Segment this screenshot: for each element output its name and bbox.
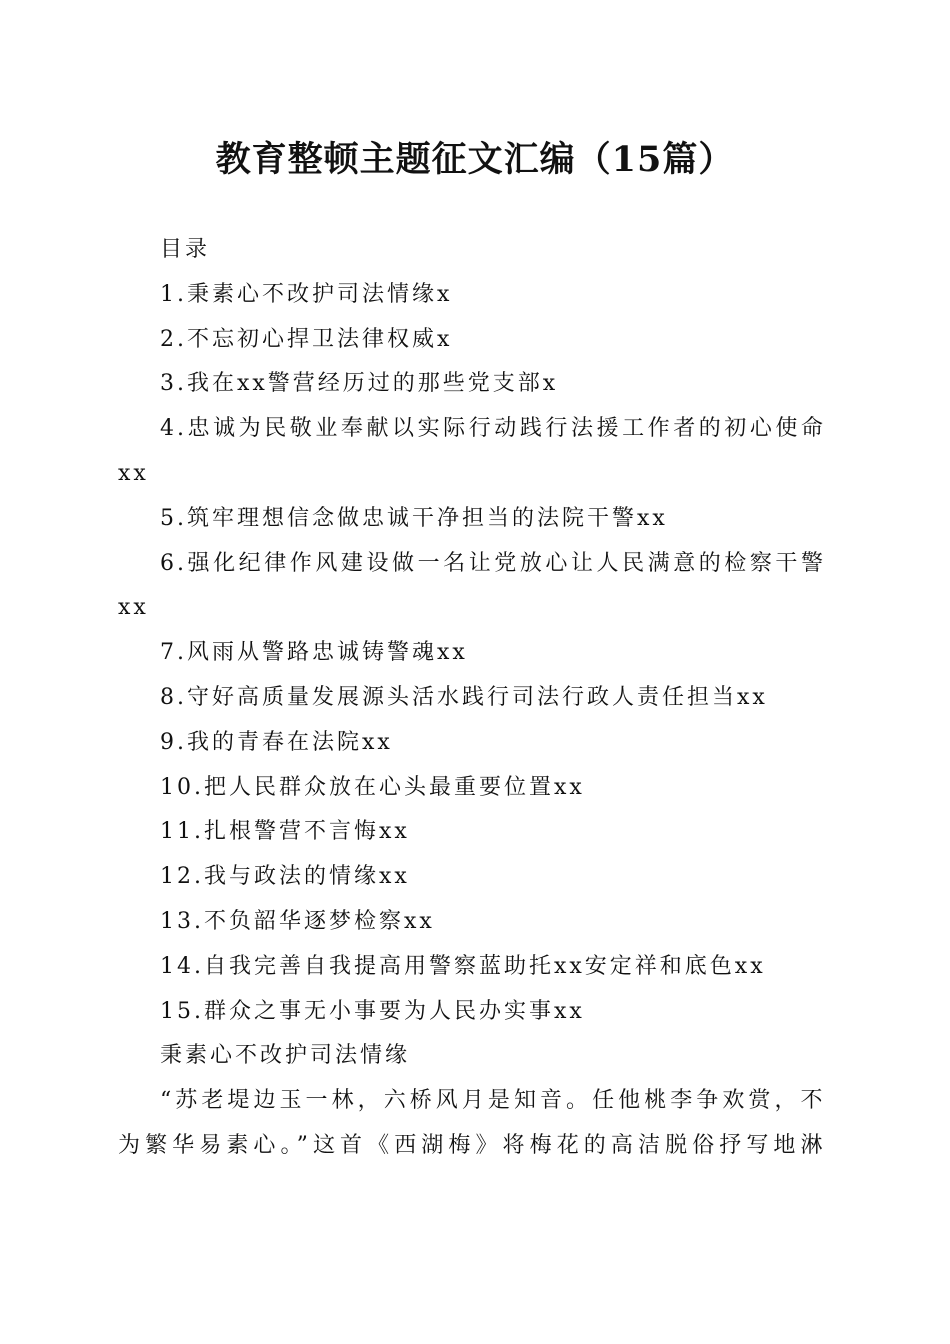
toc-item: 10.把人民群众放在心头最重要位置xx <box>160 774 585 800</box>
toc-item: 7.风雨从警路忠诚铸警魂xx <box>160 640 468 666</box>
toc-item: 4.忠诚为民敬业奉献以实际行动践行法援工作者的初心使命xx <box>118 416 826 486</box>
toc-item: 1.秉素心不改护司法情缘x <box>160 281 453 307</box>
document-body <box>118 228 826 1169</box>
paragraph-line: “苏老堤边玉一林，六桥风月是知音。任他桃李争欢赏，不 <box>160 1088 826 1114</box>
document-title: 教育整顿主题征文汇编（15篇） <box>215 139 735 180</box>
toc-label: 目录 <box>160 237 211 262</box>
section-title: 秉素心不改护司法情缘 <box>160 1043 411 1069</box>
toc-item: 13.不负韶华逐梦检察xx <box>160 908 435 934</box>
table-of-contents <box>118 273 826 1035</box>
toc-item: 8.守好高质量发展源头活水践行司法行政人责任担当xx <box>160 684 768 710</box>
toc-item: 9.我的青春在法院xx <box>160 729 393 755</box>
toc-item: 12.我与政法的情缘xx <box>160 864 410 890</box>
toc-item: 6.强化纪律作风建设做一名让党放心让人民满意的检察干警xx <box>118 550 826 621</box>
toc-item: 3.我在xx警营经历过的那些党支部x <box>160 371 559 397</box>
toc-item: 15.群众之事无小事要为人民办实事xx <box>160 998 585 1024</box>
toc-item: 14.自我完善自我提高用警察蓝助托xx安定祥和底色xx <box>160 953 766 979</box>
toc-item: 5.筑牢理想信念做忠诚干净担当的法院干警xx <box>160 505 668 531</box>
toc-item: 2.不忘初心捍卫法律权威x <box>160 326 453 352</box>
toc-item: 11.扎根警营不言悔xx <box>160 819 410 845</box>
paragraph-line: 为繁华易素心。”这首《西湖梅》将梅花的高洁脱俗抒写地淋 <box>118 1132 826 1158</box>
